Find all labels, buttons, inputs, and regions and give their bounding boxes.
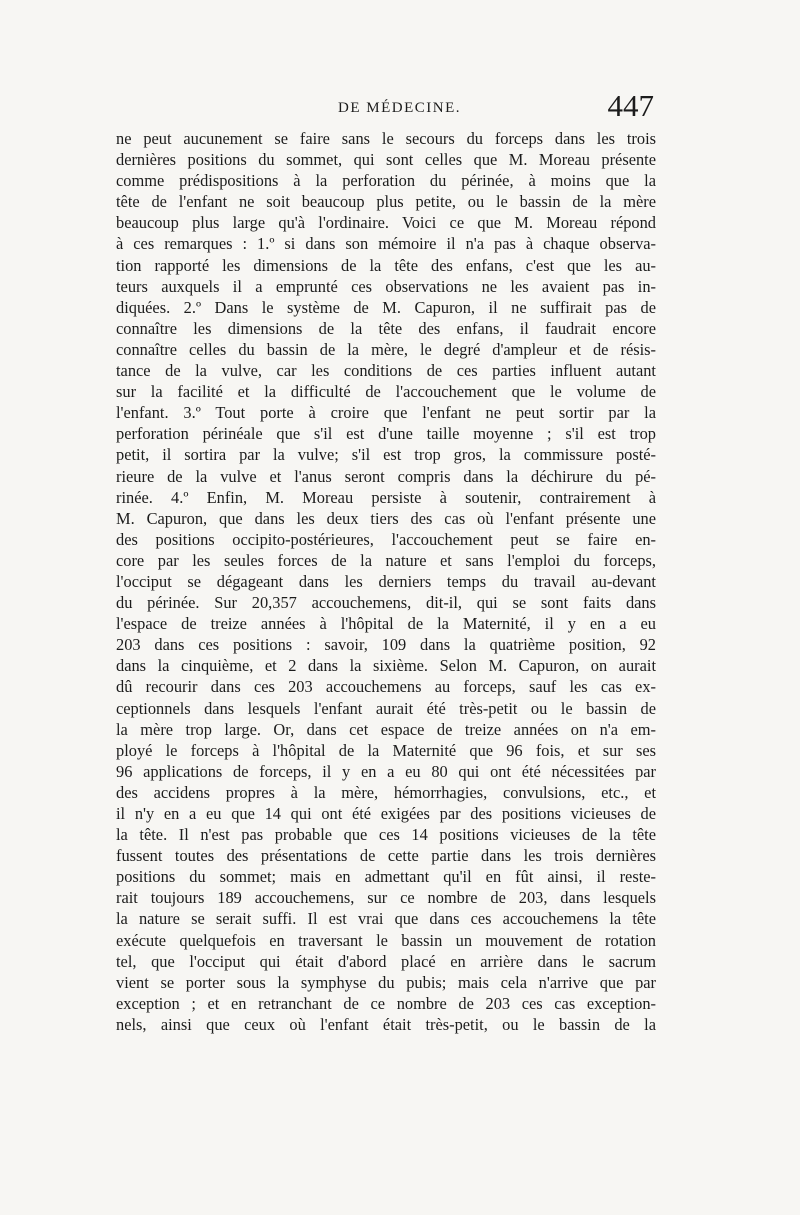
- page-number: 447: [607, 88, 654, 123]
- text-line: la tête. Il n'est pas probable que ces 14 positions vicieuses de la tête: [116, 825, 656, 845]
- text-line: nels, ainsi que ceux où l'enfant était très-petit, ou le bassin de la: [116, 1014, 656, 1034]
- text-line: du périnée. Sur 20,357 accouchemens, dit-il, qui se sont faits dans: [116, 593, 656, 613]
- text-line: perforation périnéale que s'il est d'une taille moyenne ; s'il est trop: [116, 424, 656, 444]
- text-line: exception ; et en retranchant de ce nombre de 203 ces cas exception-: [116, 993, 656, 1013]
- text-line: diquées. 2.º Dans le système de M. Capuron, il ne suffirait pas de: [116, 297, 656, 317]
- text-line: petit, il sortira par la vulve; s'il est trop gros, la commissure posté-: [116, 445, 656, 465]
- text-line: des accidens propres à la mère, hémorrhagies, convulsions, etc., et: [116, 782, 656, 802]
- text-line: connaître les dimensions de la tête des enfans, il faudrait encore: [116, 318, 656, 338]
- text-line: tel, que l'occiput qui était d'abord placé en arrière dans le sacrum: [116, 951, 656, 971]
- text-line: ne peut aucunement se faire sans le secours du forceps dans les trois: [116, 129, 656, 148]
- text-line: beaucoup plus large qu'à l'ordinaire. Voici ce que M. Moreau répond: [116, 213, 656, 233]
- text-line: teurs auxquels il a emprunté ces observations ne les avaient pas in-: [116, 276, 656, 296]
- text-line: exécute quelquefois en traversant le bassin un mouvement de rotation: [116, 930, 656, 950]
- text-line: à ces remarques : 1.º si dans son mémoire il n'a pas à chaque observa-: [116, 234, 656, 254]
- text-line: il n'y en a eu que 14 qui ont été exigées par des positions vicieuses de: [116, 804, 656, 823]
- text-line: 96 applications de forceps, il y en a eu 80 qui ont été nécessitées par: [116, 761, 656, 781]
- text-line: positions du sommet; mais en admettant qu'il en fût ainsi, il reste-: [116, 867, 656, 887]
- text-line: core par les seules forces de la nature et sans l'emploi du forceps,: [116, 550, 656, 570]
- text-line: sur la facilité et la difficulté de l'accouchement que le volume de: [116, 382, 656, 402]
- text-line: dans la cinquième, et 2 dans la sixième. Selon M. Capuron, on aurait: [116, 656, 656, 676]
- text-line: tion rapporté les dimensions de la tête des enfans, c'est que les au-: [116, 255, 656, 275]
- text-line: dernières positions du sommet, qui sont celles que M. Moreau présente: [116, 150, 656, 170]
- text-line: tête de l'enfant ne soit beaucoup plus petite, ou le bassin de la mère: [116, 192, 656, 212]
- body-text: [116, 128, 656, 1035]
- text-line: l'espace de treize années à l'hôpital de la Maternité, il y en a eu: [116, 614, 656, 634]
- text-line: rinée. 4.º Enfin, M. Moreau persiste à soutenir, contrairement à: [116, 487, 656, 507]
- text-line: dû recourir dans ces 203 accouchemens au forceps, sauf les cas ex-: [116, 677, 656, 697]
- text-line: fussent toutes des présentations de cette partie dans les trois dernières: [116, 846, 656, 866]
- text-line: ceptionnels dans lesquels l'enfant aurait été très-petit ou le bassin de: [116, 698, 656, 718]
- text-line: rieure de la vulve et l'anus seront compris dans la déchirure du pé-: [116, 466, 656, 486]
- text-line: rait toujours 189 accouchemens, sur ce nombre de 203, dans lesquels: [116, 888, 656, 908]
- running-head: DE MÉDECINE.: [338, 100, 461, 116]
- page-header: [116, 88, 656, 128]
- text-line: 203 dans ces positions : savoir, 109 dans la quatrième position, 92: [116, 635, 656, 655]
- text-line: vient se porter sous la symphyse du pubis; mais cela n'arrive que par: [116, 972, 656, 992]
- text-line: des positions occipito-postérieures, l'accouchement peut se faire en-: [116, 529, 656, 549]
- text-line: connaître celles du bassin de la mère, le degré d'ampleur et de résis-: [116, 339, 656, 359]
- text-line: l'occiput se dégageant dans les derniers temps du travail au-devant: [116, 571, 656, 591]
- text-line: comme prédispositions à la perforation du périnée, à moins que la: [116, 171, 656, 191]
- text-line: la nature se serait suffi. Il est vrai que dans ces accouchemens la tête: [116, 909, 656, 929]
- text-line: la mère trop large. Or, dans cet espace de treize années on n'a em-: [116, 719, 656, 739]
- text-line: tance de la vulve, car les conditions de ces parties influent autant: [116, 361, 656, 381]
- text-line: l'enfant. 3.º Tout porte à croire que l'enfant ne peut sortir par la: [116, 403, 656, 423]
- text-line: ployé le forceps à l'hôpital de la Maternité que 96 fois, et sur ses: [116, 740, 656, 760]
- text-line: M. Capuron, que dans les deux tiers des cas où l'enfant présente une: [116, 508, 656, 528]
